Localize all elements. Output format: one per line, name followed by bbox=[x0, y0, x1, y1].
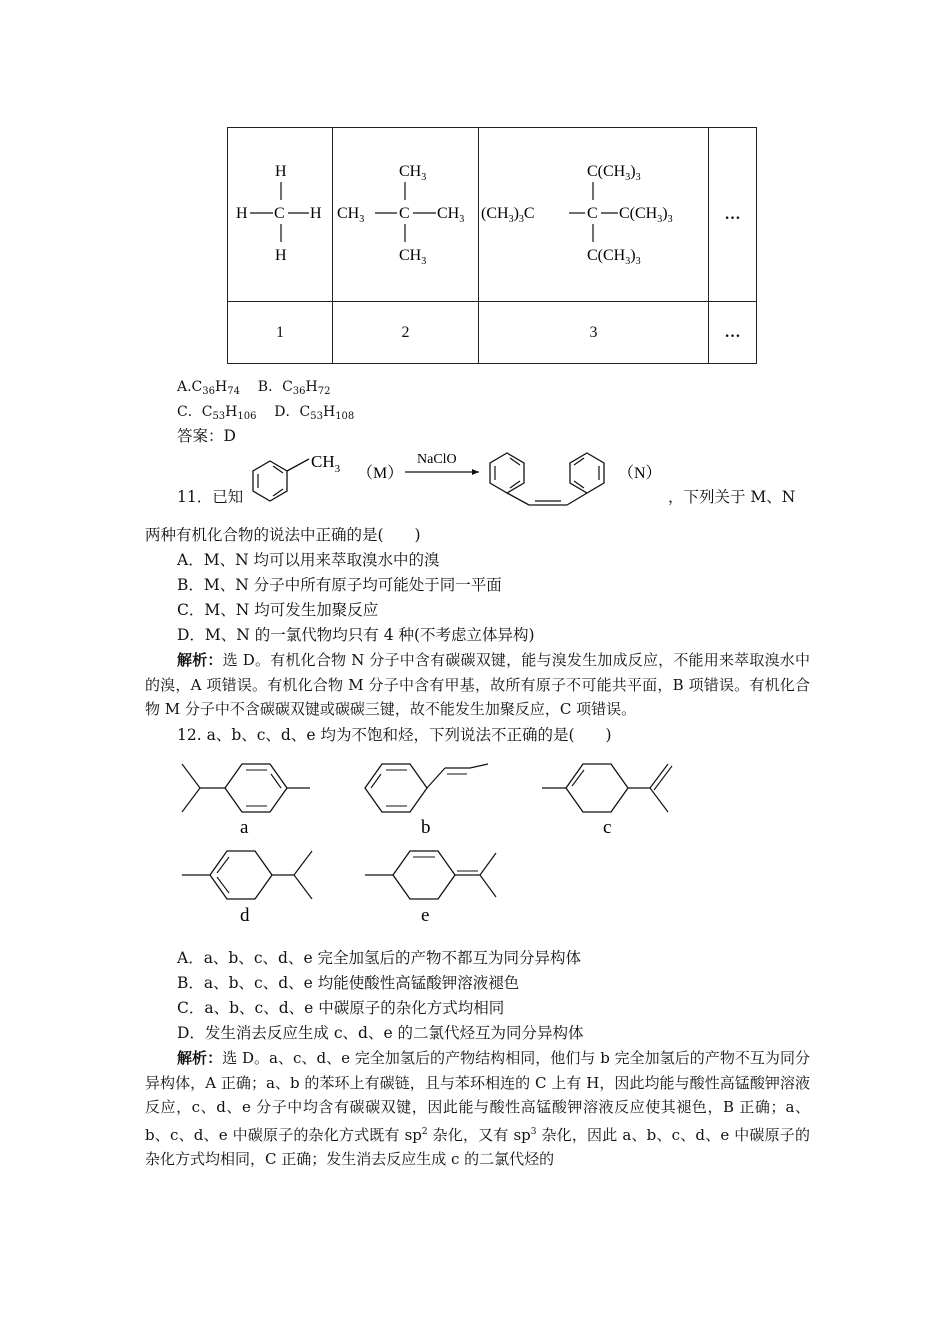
structure-b bbox=[365, 764, 488, 812]
q10-options-row1: $A.C_{36}H_{74}$ B．$C_{36}H_{72}$ bbox=[177, 379, 331, 397]
methane-structure bbox=[228, 128, 332, 296]
label-e: e bbox=[421, 905, 430, 926]
label-c: c bbox=[603, 817, 612, 838]
svg-text:C(CH3)3: $C(CH_3)_3$ bbox=[619, 205, 673, 225]
q12-option-d: D．发生消去反应生成 c、d、e 的二氯代烃互为同分异构体 bbox=[177, 1024, 584, 1042]
svg-text:C(CH3)3: $C(CH_3)_3$ bbox=[587, 247, 641, 267]
q12-analysis: 解析：选 D。a、c、d、e 完全加氢后的产物结构相同，他们与 b 完全加氢后的产物不互为同分异构体，A 正确；a、b 的苯环上有碳链，且与苯环相连的 C 上有 H，因此均能与酸性高锰酸钾溶液反应，c、d、e 分子中均含有碳碳双键，因此能与酸性高锰酸钾溶液反应使其褪色，B 正确；a、b、c、d、e 中碳原子的杂化方式既有 $sp^2$ 杂化，又有 $sp^3$ 杂化，因此 a、b、c、d、e 中碳原子的杂化方式均相同，C 正确；发生消去反应生成 c 的二氯代烃的 bbox=[145, 1049, 810, 1168]
q11-suffix: ，下列关于 M、N bbox=[668, 488, 796, 506]
atom-h: H bbox=[275, 247, 287, 264]
label-n: （N） bbox=[618, 465, 662, 482]
atom-h: H bbox=[275, 163, 287, 180]
label-b: b bbox=[421, 817, 431, 838]
structure-cell-3 bbox=[479, 128, 709, 302]
q12-option-b: B．a、b、c、d、e 均能使酸性高锰酸钾溶液褪色 bbox=[177, 974, 520, 992]
svg-text:CH3: $CH_3$ bbox=[337, 205, 365, 225]
svg-text:C: C bbox=[399, 205, 410, 222]
q11-option-d: D．M、N 的一氯代物均只有 4 种(不考虑立体异构) bbox=[177, 626, 535, 644]
structure-cell-1 bbox=[228, 128, 333, 302]
reaction-scheme bbox=[245, 445, 675, 515]
ellipsis-cell: … bbox=[709, 128, 757, 302]
svg-text:CH3: $CH_3$ bbox=[399, 247, 427, 267]
neopentane-structure bbox=[333, 128, 478, 296]
q10-answer: 答案：D bbox=[177, 427, 236, 445]
methyl-label: $CH_3$ bbox=[311, 452, 341, 475]
structure-table bbox=[227, 127, 757, 364]
table-index: 1 bbox=[228, 302, 333, 364]
label-m: （M） bbox=[357, 465, 404, 482]
reagent-label: NaClO bbox=[417, 452, 457, 467]
structure-e bbox=[365, 851, 496, 899]
q12-option-c: C．a、b、c、d、e 中碳原子的杂化方式均相同 bbox=[177, 999, 505, 1017]
atom-c: C bbox=[274, 205, 285, 222]
svg-text:CH3: $CH_3$ bbox=[399, 163, 427, 183]
structure-a bbox=[182, 764, 310, 812]
q12-option-a: A．a、b、c、d、e 完全加氢后的产物不都互为同分异构体 bbox=[177, 949, 582, 967]
structure-c bbox=[542, 764, 672, 812]
label-d: d bbox=[240, 905, 250, 926]
label-a: a bbox=[240, 817, 249, 838]
q10-options-row2: C．$C_{53}H_{106}$ D．$C_{53}H_{108}$ bbox=[177, 404, 355, 422]
q12-structures bbox=[170, 750, 700, 940]
q11-analysis: 解析：选 D。有机化合物 N 分子中含有碳碳双键，能与溴发生加成反应，不能用来萃取溴水中的溴，A 项错误。有机化合物 M 分子中含有甲基，故所有原子不可能共平面，B 项错误。有机化合物 M 分子中不含碳碳双键或碳碳三键，故不能发生加聚反应，C 项错误。 bbox=[145, 651, 810, 718]
svg-text:C(CH3)3: $C(CH_3)_3$ bbox=[587, 163, 641, 183]
table-index: … bbox=[709, 302, 757, 364]
atom-h: H bbox=[236, 205, 248, 222]
atom-h: H bbox=[310, 205, 322, 222]
svg-text:C: C bbox=[587, 205, 598, 222]
table-index: 2 bbox=[333, 302, 479, 364]
structure-d bbox=[182, 851, 312, 899]
svg-text:(CH3)3C: $(CH_3)_3C$ bbox=[481, 205, 535, 225]
q11-prefix: 11．已知 bbox=[177, 488, 244, 506]
q11-option-b: B．M、N 分子中所有原子均可能处于同一平面 bbox=[177, 576, 502, 594]
q11-stem-line2: 两种有机化合物的说法中正确的是( ) bbox=[145, 526, 421, 544]
svg-text:CH3: $CH_3$ bbox=[437, 205, 465, 225]
structure-cell-2 bbox=[333, 128, 479, 302]
structure-3 bbox=[479, 128, 708, 296]
q12-stem: 12. a、b、c、d、e 均为不饱和烃，下列说法不正确的是( ) bbox=[177, 726, 612, 744]
q11-option-c: C．M、N 均可发生加聚反应 bbox=[177, 601, 379, 619]
table-index: 3 bbox=[479, 302, 709, 364]
q11-option-a: A．M、N 均可以用来萃取溴水中的溴 bbox=[177, 551, 440, 569]
